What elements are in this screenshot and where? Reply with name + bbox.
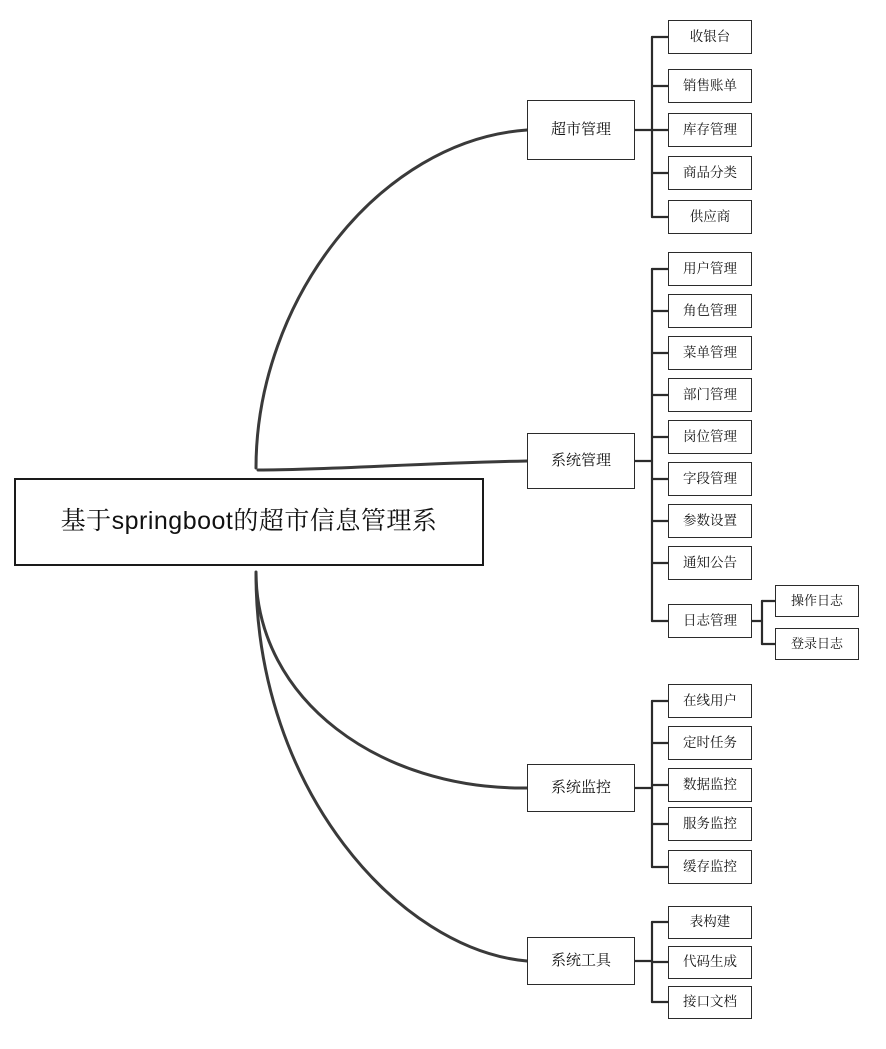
leaf-label: 接口文档	[683, 994, 737, 1010]
leaf-label: 通知公告	[683, 554, 737, 570]
leaf-node-table-builder[interactable]	[668, 906, 752, 939]
leaf-label: 登录日志	[790, 635, 843, 651]
root-node-label: 基于springboot的超市信息管理系	[60, 507, 438, 536]
branch-node-system-monitor[interactable]	[527, 764, 635, 812]
leaf-label: 在线用户	[683, 692, 737, 708]
leaf-node-service-monitor[interactable]	[668, 807, 752, 841]
leaf-label: 用户管理	[683, 260, 737, 276]
leaf-node-department-management[interactable]	[668, 378, 752, 412]
leaf-label: 销售账单	[683, 77, 737, 93]
leaf-label: 商品分类	[683, 164, 737, 180]
branch-node-system-tools[interactable]	[527, 937, 635, 985]
leaf-label: 服务监控	[683, 815, 737, 831]
leaf-node-cashier[interactable]	[668, 20, 752, 54]
leaf-label: 操作日志	[790, 592, 843, 608]
branch-label: 超市管理	[550, 120, 611, 138]
leaf-node-role-management[interactable]	[668, 294, 752, 328]
edge-root-tools	[256, 574, 527, 961]
leaf-label: 参数设置	[683, 512, 737, 528]
leaf-node-user-management[interactable]	[668, 252, 752, 286]
leaf-node-inventory[interactable]	[668, 113, 752, 147]
leaf-node-log-management[interactable]	[668, 604, 752, 638]
leaf-label: 供应商	[689, 208, 731, 224]
leaf-node-menu-management[interactable]	[668, 336, 752, 370]
leaf-label: 字段管理	[683, 470, 737, 486]
leaf-label: 日志管理	[683, 612, 737, 628]
leaf-node-product-category[interactable]	[668, 156, 752, 190]
leaf-label: 收银台	[689, 28, 731, 44]
leaf-label: 表构建	[689, 914, 731, 930]
leaf-node-field-management[interactable]	[668, 462, 752, 496]
leaf-label: 缓存监控	[683, 858, 737, 874]
leaf-node-parameter-settings[interactable]	[668, 504, 752, 538]
leaf-node-scheduled-tasks[interactable]	[668, 726, 752, 760]
leaf-node-sales-bill[interactable]	[668, 69, 752, 103]
leaf-node-online-users[interactable]	[668, 684, 752, 718]
root-node[interactable]	[14, 478, 484, 566]
leaf-node-operation-log[interactable]	[775, 585, 859, 617]
branch-node-system-management[interactable]	[527, 433, 635, 489]
leaf-node-code-generation[interactable]	[668, 946, 752, 979]
leaf-node-cache-monitor[interactable]	[668, 850, 752, 884]
branch-label: 系统工具	[550, 951, 611, 969]
branch-label: 系统管理	[550, 451, 611, 469]
leaf-label: 角色管理	[683, 302, 737, 318]
edge-root-system	[258, 461, 527, 470]
leaf-label: 库存管理	[683, 121, 737, 137]
leaf-label: 部门管理	[683, 386, 737, 402]
leaf-node-api-docs[interactable]	[668, 986, 752, 1019]
leaf-label: 定时任务	[683, 734, 737, 750]
leaf-node-login-log[interactable]	[775, 628, 859, 660]
leaf-node-post-management[interactable]	[668, 420, 752, 454]
leaf-label: 岗位管理	[683, 428, 737, 444]
edge-root-supermarket	[256, 130, 527, 468]
leaf-label: 代码生成	[683, 954, 737, 970]
leaf-node-supplier[interactable]	[668, 200, 752, 234]
branch-label: 系统监控	[550, 778, 611, 796]
leaf-node-notice[interactable]	[668, 546, 752, 580]
leaf-node-data-monitor[interactable]	[668, 768, 752, 802]
edge-root-monitor	[256, 572, 527, 788]
leaf-label: 菜单管理	[683, 344, 737, 360]
leaf-label: 数据监控	[683, 776, 737, 792]
branch-node-supermarket[interactable]	[527, 100, 635, 160]
